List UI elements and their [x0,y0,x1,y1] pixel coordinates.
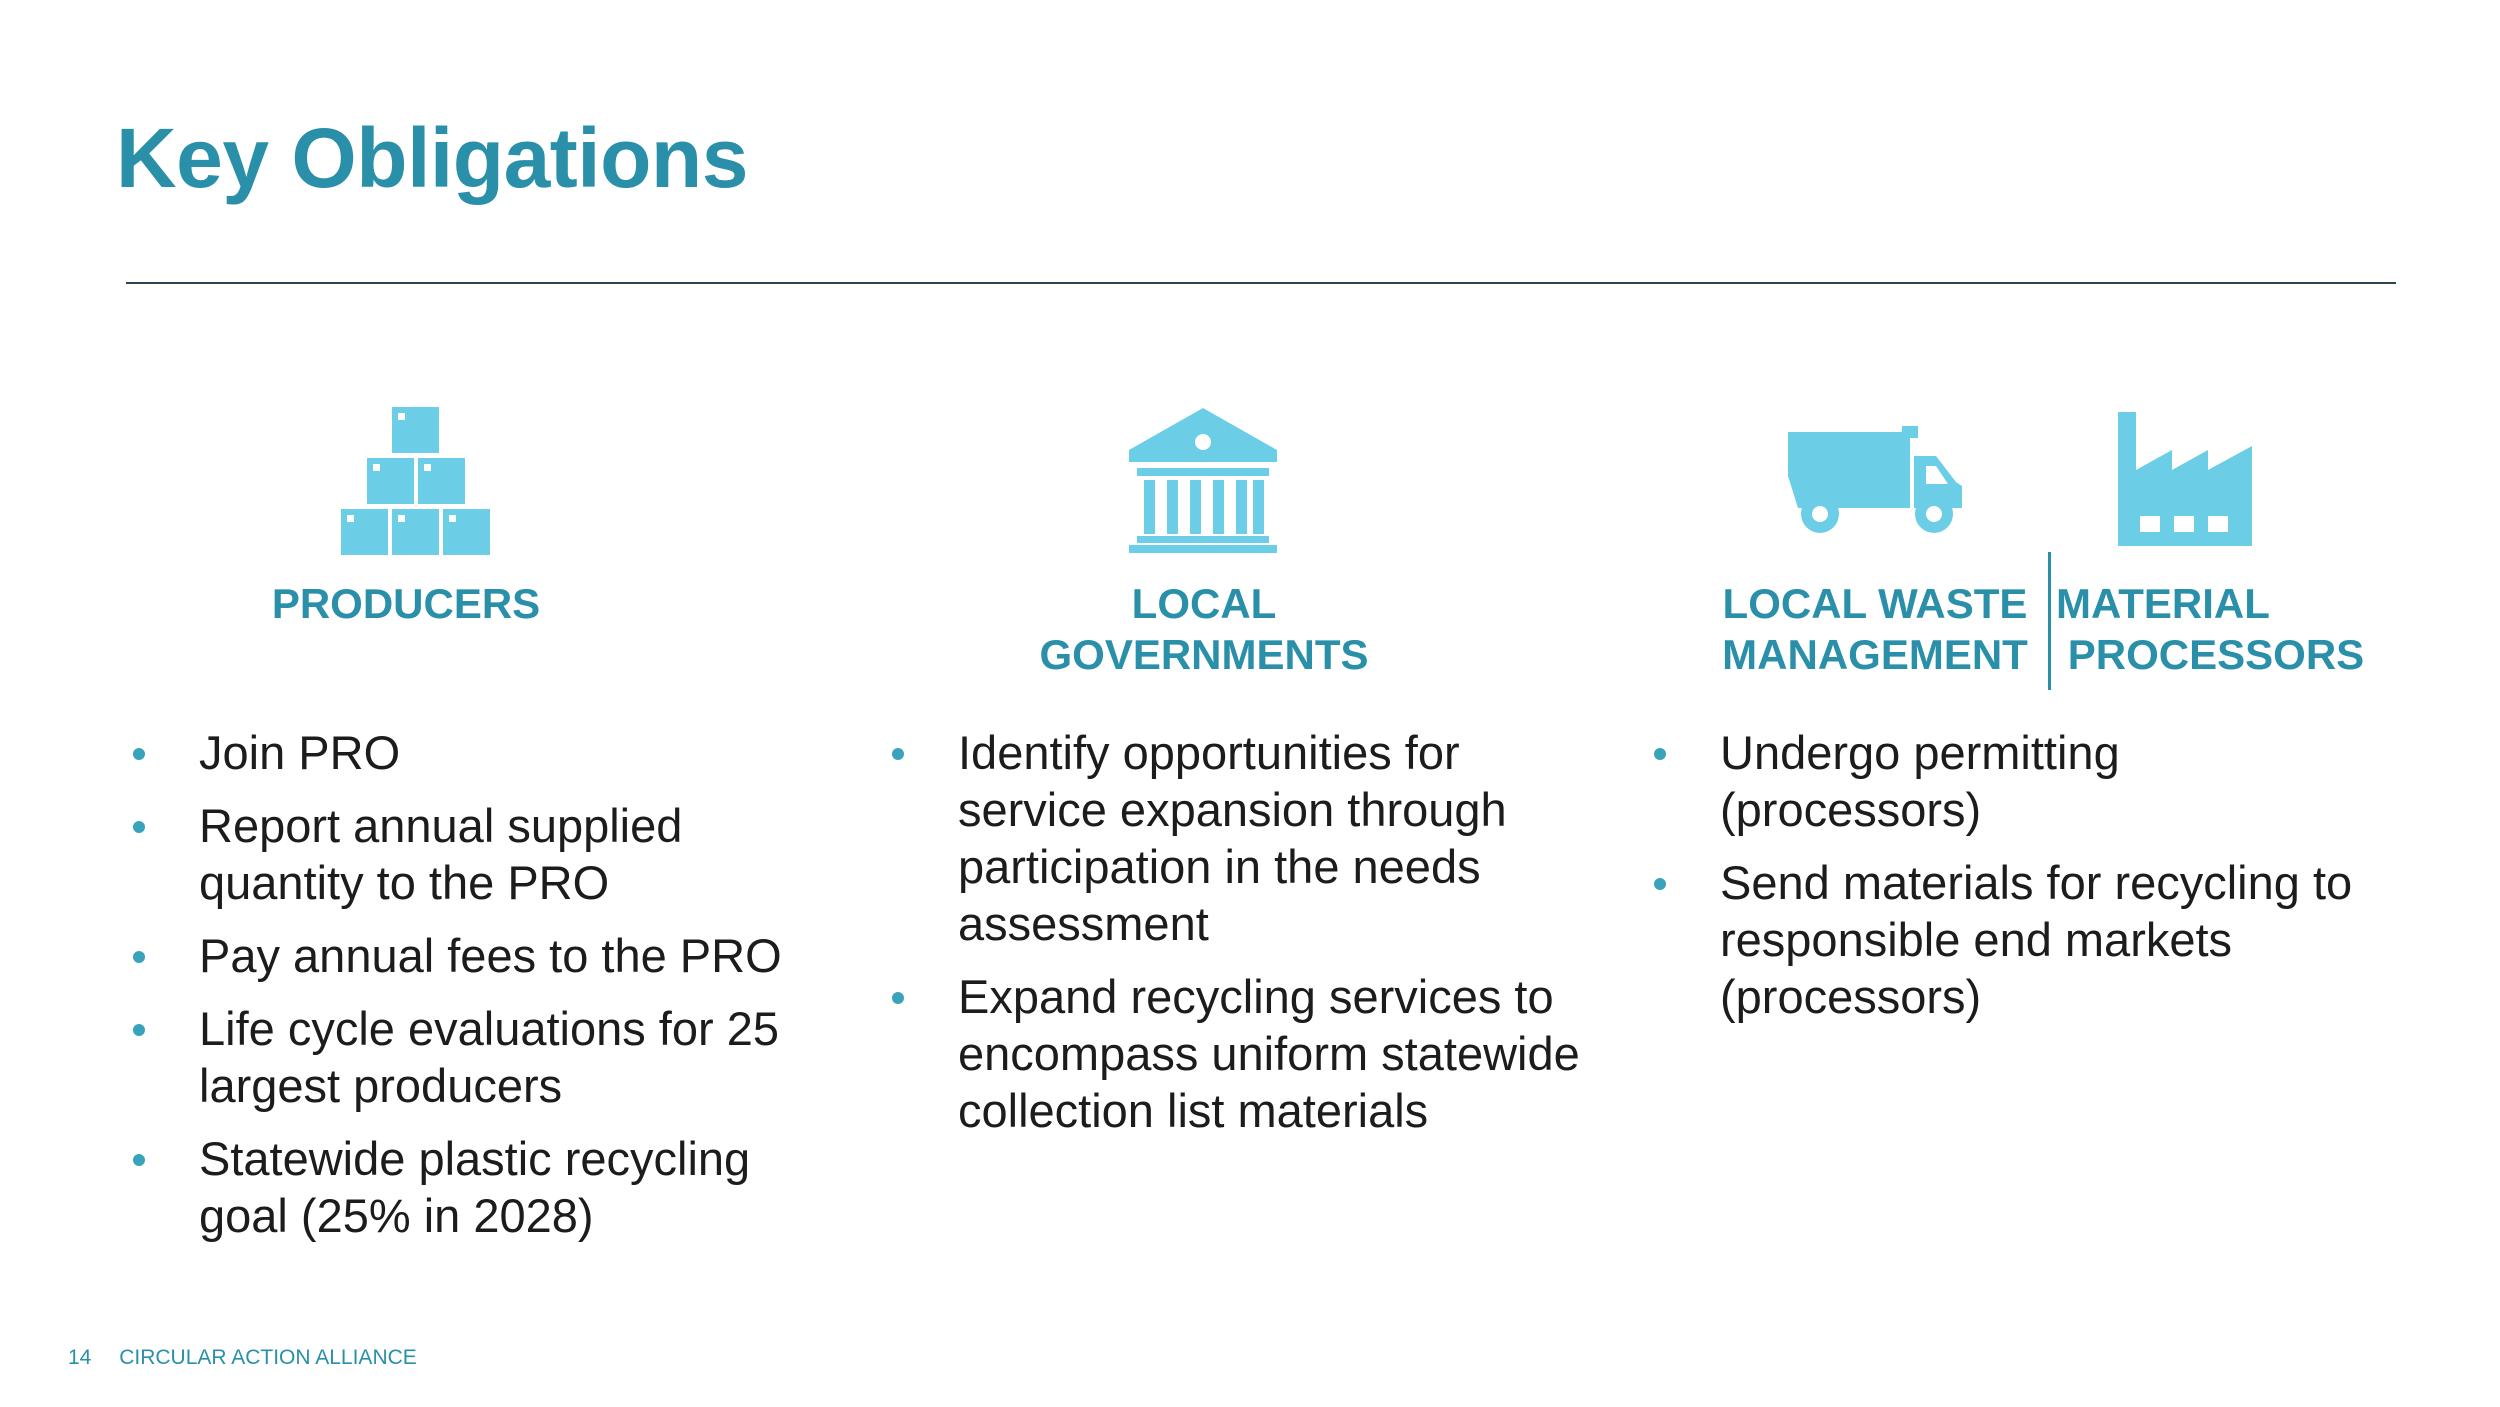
heading-local-waste-management [1705,578,2045,680]
title-divider [126,282,2396,284]
list-item: Join PRO [126,724,846,781]
heading-line: PROCESSORS [2067,631,2365,678]
list-item: Expand recycling services to encompass uniform statewide collection list materials [885,968,1605,1139]
dump-truck-icon [1786,426,1966,536]
local-governments-bullet-list [885,724,1605,1155]
factory-icon [2116,410,2256,550]
heading-line: PRODUCERS [271,580,541,627]
heading-line: MATERIAL [2056,580,2270,627]
producers-bullet-list [126,724,846,1260]
list-item: Statewide plastic recycling goal (25% in 2028) [126,1130,846,1244]
list-item: Undergo permitting (processors) [1647,724,2367,838]
page-number: 14 [68,1346,92,1369]
government-building-icon [1127,406,1279,554]
list-item: Identify opportunities for service expansion through participation in the needs assessment [885,724,1605,952]
footer [68,1346,417,1370]
list-item: Report annual supplied quantity to the PRO [126,797,846,911]
footer-organization: CIRCULAR ACTION ALLIANCE [119,1346,417,1369]
list-item: Life cycle evaluations for 25 largest producers [126,1000,846,1114]
slide-title: Key Obligations [116,111,748,205]
heading-local-governments [1002,578,1406,680]
heading-producers [204,578,608,629]
stacked-boxes-icon [340,405,492,557]
heading-divider [2048,552,2051,690]
waste-processors-bullet-list [1647,724,2367,1041]
heading-line: MANAGEMENT [1722,631,2028,678]
heading-line: LOCAL WASTE [1722,580,2028,627]
list-item: Pay annual fees to the PRO [126,927,846,984]
heading-line: GOVERNMENTS [1039,631,1369,678]
heading-line: LOCAL [1131,580,1277,627]
list-item: Send materials for recycling to responsible end markets (processors) [1647,854,2367,1025]
heading-material-processors [2056,578,2376,680]
